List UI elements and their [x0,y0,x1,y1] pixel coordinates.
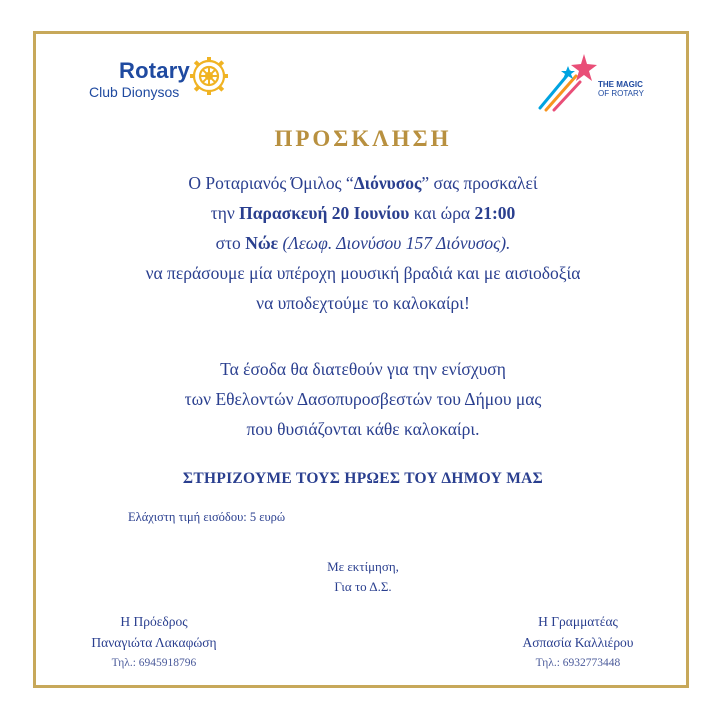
purpose-line-3: που θυσιάζονται κάθε καλοκαίρι. [246,419,480,439]
president-phone: Τηλ.: 6945918796 [111,657,197,669]
invite-line-1: Ο Ροταριανός Όμιλος “Διόνυσος” σας προσκαλεί [188,173,538,193]
president-role: Η Πρόεδρος [120,614,188,629]
invitation-text [0,168,726,318]
rotary-wheel-icon [189,56,229,96]
regards-line-2: Για το Δ.Σ. [334,579,392,594]
magic-line2: OF ROTARY [598,89,644,98]
invite-line-3: στο Νώε (Λεωφ. Διονύσου 157 Διόνυσος). [215,233,511,253]
secretary-name: Ασπασία Καλλιέρου [522,635,634,650]
invite-line-2: την Παρασκευή 20 Ιουνίου και ώρα 21:00 [210,203,516,223]
slogan: ΣΤΗΡΙΖΟΥΜΕ ΤΟΥΣ ΗΡΩΕΣ ΤΟΥ ΔΗΜΟΥ ΜΑΣ [182,470,544,487]
rotary-wordmark: Rotary [119,58,190,83]
purpose-line-1: Τα έσοδα θα διατεθούν για την ενίσχυση [220,359,506,379]
signature-secretary [488,611,668,674]
rotary-logo [89,54,234,104]
rotary-club-name: Club Dionysos [89,84,180,100]
president-name: Παναγιώτα Λακαφώση [91,635,217,650]
magic-of-rotary-logo [536,50,646,116]
entry-price: Ελάχιστη τιμή εισόδου: 5 ευρώ [128,510,286,524]
secretary-phone: Τηλ.: 6932773448 [535,657,621,669]
shooting-stars-icon [536,50,598,112]
regards [0,557,726,597]
signature-president [64,611,244,674]
secretary-role: Η Γραμματέας [538,614,618,629]
purpose-line-2: των Εθελοντών Δασοπυροσβεστών του Δήμου μας [184,389,542,409]
magic-line1: THE MAGIC [598,80,643,89]
regards-line-1: Με εκτίμηση, [327,559,399,574]
invite-line-4: να περάσουμε μία υπέροχη μουσική βραδιά και με αισιοδοξία [145,263,581,283]
purpose-text [0,354,726,444]
invitation-title: ΠΡΟΣΚΛΗΣΗ [274,126,452,151]
invite-line-5: να υποδεχτούμε το καλοκαίρι! [256,293,470,313]
